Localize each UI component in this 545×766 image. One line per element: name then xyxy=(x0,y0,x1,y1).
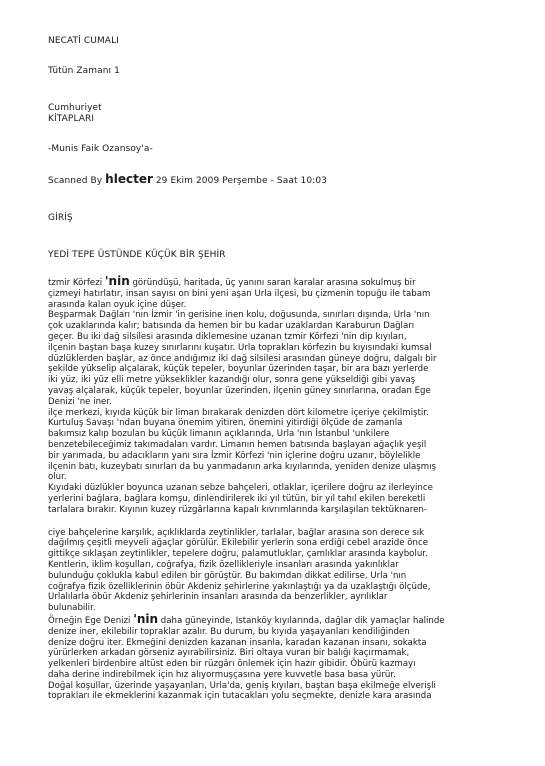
body-line: arasında kalan oyuk içine düşer. xyxy=(48,299,187,310)
body-line: denize iner, ekilebilir topraklar azalır. Bu durum, bu kıyıda yaşayanları kendiliğinden xyxy=(48,626,410,637)
body-line: Kentlerin, iklim koşulları, coğrafya, fizik özellikleriyle insanları arasında yakınlıklar xyxy=(48,559,399,570)
body-line xyxy=(48,611,515,627)
book-title: Tütün Zamanı 1 xyxy=(48,66,120,76)
scanner-name: hlecter xyxy=(105,172,153,186)
body-block-c xyxy=(48,627,515,703)
body-text xyxy=(48,276,515,702)
body-fragment: 'nin xyxy=(104,274,130,288)
body-line: Kıyıdaki düzlükler boyunca uzanan sebze bahçeleri, otlaklar, içerilere doğru az ilerleyince xyxy=(48,483,433,494)
author-name: NECATİ CUMALI xyxy=(48,36,119,46)
scanned-date: 29 Ekim 2009 Perşembe - Saat 10:03 xyxy=(155,176,327,186)
body-line: düzlüklerden başlar, az önce andığımız iki dağ silsilesi arasından güneye doğru, dalgalı bir xyxy=(48,353,437,364)
scanned-prefix: Scanned By xyxy=(48,176,103,186)
body-block-a xyxy=(48,289,515,516)
body-line: yürürlerken arkadan görseniz ayırabilirsiniz. Biri oltaya vuran bir balığı kaçırmamak, xyxy=(48,648,410,659)
body-line: olur. xyxy=(48,472,67,483)
body-line: Kurtuluş Savaşı 'ndan buyana önemim yitiren, önemini yitirdiği ölçüde de zamanla xyxy=(48,418,403,429)
body-line: yelkenleri birdenbire altüst eden bir rüzgârı önlemek için hazır gibidir. Öbürü kazmayı xyxy=(48,659,416,670)
body-line: Denizi 'ne iner. xyxy=(48,396,112,407)
body-line: yavaş alçalarak, küçük tepeler, boyunlar üzerinden, ilçenin güney sınırlarına, oradan Ege xyxy=(48,385,431,396)
body-line: benzetebileceğimiz takımadaları vardır. Limanın hemen batısında başlayan ağaçlık yeşil xyxy=(48,439,427,450)
body-line: çizmeyi hatırlatır, insan sayısı on bini yeni aşan Urla ilçesi, bu çizmenin topuğu ile tabam xyxy=(48,288,431,299)
body-block-b xyxy=(48,528,515,614)
body-line: denize doğru iter. Ekmeğini denizden kazanan insanla, karadan kazanan insanı, sokakta xyxy=(48,637,427,648)
chapter-title: YEDİ TEPE ÜSTÜNDE KÜÇÜK BİR ŞEHİR xyxy=(48,250,226,260)
body-line: daha derine indirebilmek için hız alıyormuşçasına yere kuvvetle basa basa yürür. xyxy=(48,669,396,680)
body-line: Urlalılarla öbür Akdeniz şehirlerinin insanları arasında da benzerlikler, ayrılıklar xyxy=(48,592,388,603)
body-line: Beşparmak Dağları 'nın İzmir 'in gerisine inen kolu, doğusunda, sınırları dışında, Urla 'nın xyxy=(48,310,430,321)
intro-heading: GİRİŞ xyxy=(48,213,73,223)
body-fragment: tzmir Körfezi xyxy=(48,278,103,288)
body-fragment: daha güneyinde, Istanköy kıyılarında, dağlar dik yamaçlar halinde xyxy=(160,615,445,626)
body-line: iki yüz, iki yüz elli metre yükseklikler kazandığı olur, sonra gene yükseldiği gibi yavaş xyxy=(48,375,416,386)
body-line: toprakları ile ekmeklerini kazanmak için tutacakları yolu seçmekte, denizle kara arasında xyxy=(48,691,432,702)
body-line: dağılmış çeşitli meyveli ağaçlar görülür. Ekilebilir yerlerin sona erdiği cebel arazide önce xyxy=(48,538,428,549)
body-line: gittikçe sıklaşan zeytinlikler, tepelere doğru, palamutluklar, çamlıklar arasında kaybolur. xyxy=(48,549,428,560)
body-line: ilçe merkezi, kıyıda küçük bir liman bırakarak denizden dört kilometre içeriye çekilmiştir. xyxy=(48,407,429,418)
body-fragment: 'nin xyxy=(133,611,159,626)
body-line: yerlerini bağlara, bağlara komşu, dinlendirilerek iki yıl tütün, bir yıl tahıl ekilen bereketli xyxy=(48,493,426,504)
body-line: ilçenin baştan başa kuzey sınırlarını kuşatır. Urla toprakları körfezin bu kıyısındaki kumsal xyxy=(48,342,432,353)
body-fragment: göründüşü, haritada, üç yanını saran karalar arasına sokulmuş bir xyxy=(132,278,416,288)
scanned-by-line xyxy=(48,174,515,187)
body-fragment: Örneğin Ege Denizi xyxy=(48,615,131,626)
body-line: bakımsız kalıp bozulan bu küçük limanın açıklarında, Urla 'nın İstanbul 'unkilere xyxy=(48,429,390,440)
publisher-line-2: KİTAPLARI xyxy=(48,114,95,124)
body-line: Doğal koşullar, üzerinde yaşayanları, Urla'da, geniş kıyıları, baştan başa ekilmeğe elverişli xyxy=(48,680,436,691)
dedication: -Munis Faik Ozansoy'a- xyxy=(48,144,153,154)
body-line: coğrafya fizik özelliklerinin öbür Akdeniz şehirlerine yakınlaştığı ya da uzaklaştığı ölçüde, xyxy=(48,581,431,592)
body-line: bulunabilir. xyxy=(48,603,96,614)
body-line: ciye bahçelerine karşılık, açıklıklarda zeytinlikler, tarlalar, bağlar arasına son derece sık xyxy=(48,527,425,538)
body-line: bulunduğu çoklukla kabul edilen bir görüştür. Bu bakımdan dikkat edilirse, Urla 'nın xyxy=(48,570,407,581)
body-line: çok uzaklarında kalır; batısında da hemen bir bu kadar uzaklardan Karaburun Dağları xyxy=(48,321,415,332)
body-line: geçer. Bu iki dağ silsilesi arasında diklemesine uzanan tzmir Körfezi 'nin dip kıyıları, xyxy=(48,331,407,342)
body-line: tarlalara bırakır. Kıyının kuzey rüzgârlarına kapalı kıvrımlarında karşılaşılan tektüknaren- xyxy=(48,504,427,515)
body-line: şekilde yükselip alçalarak, küçük tepeler, boyunlar üzerinden taşar, bir ara bazı yerlerde xyxy=(48,364,429,375)
body-line xyxy=(48,276,515,289)
body-line: bir yarımada, bu adacıkların yanı sıra İzmir Körfezi 'nin içlerine doğru uzanır, böylelikle xyxy=(48,450,421,461)
publisher-line-1: Cumhuriyet xyxy=(48,103,102,113)
body-line: ilçenin batı, kuzeybatı sınırları da bu yarımadanın arka kıyılarında, yeniden denize ulaşmış xyxy=(48,461,436,472)
